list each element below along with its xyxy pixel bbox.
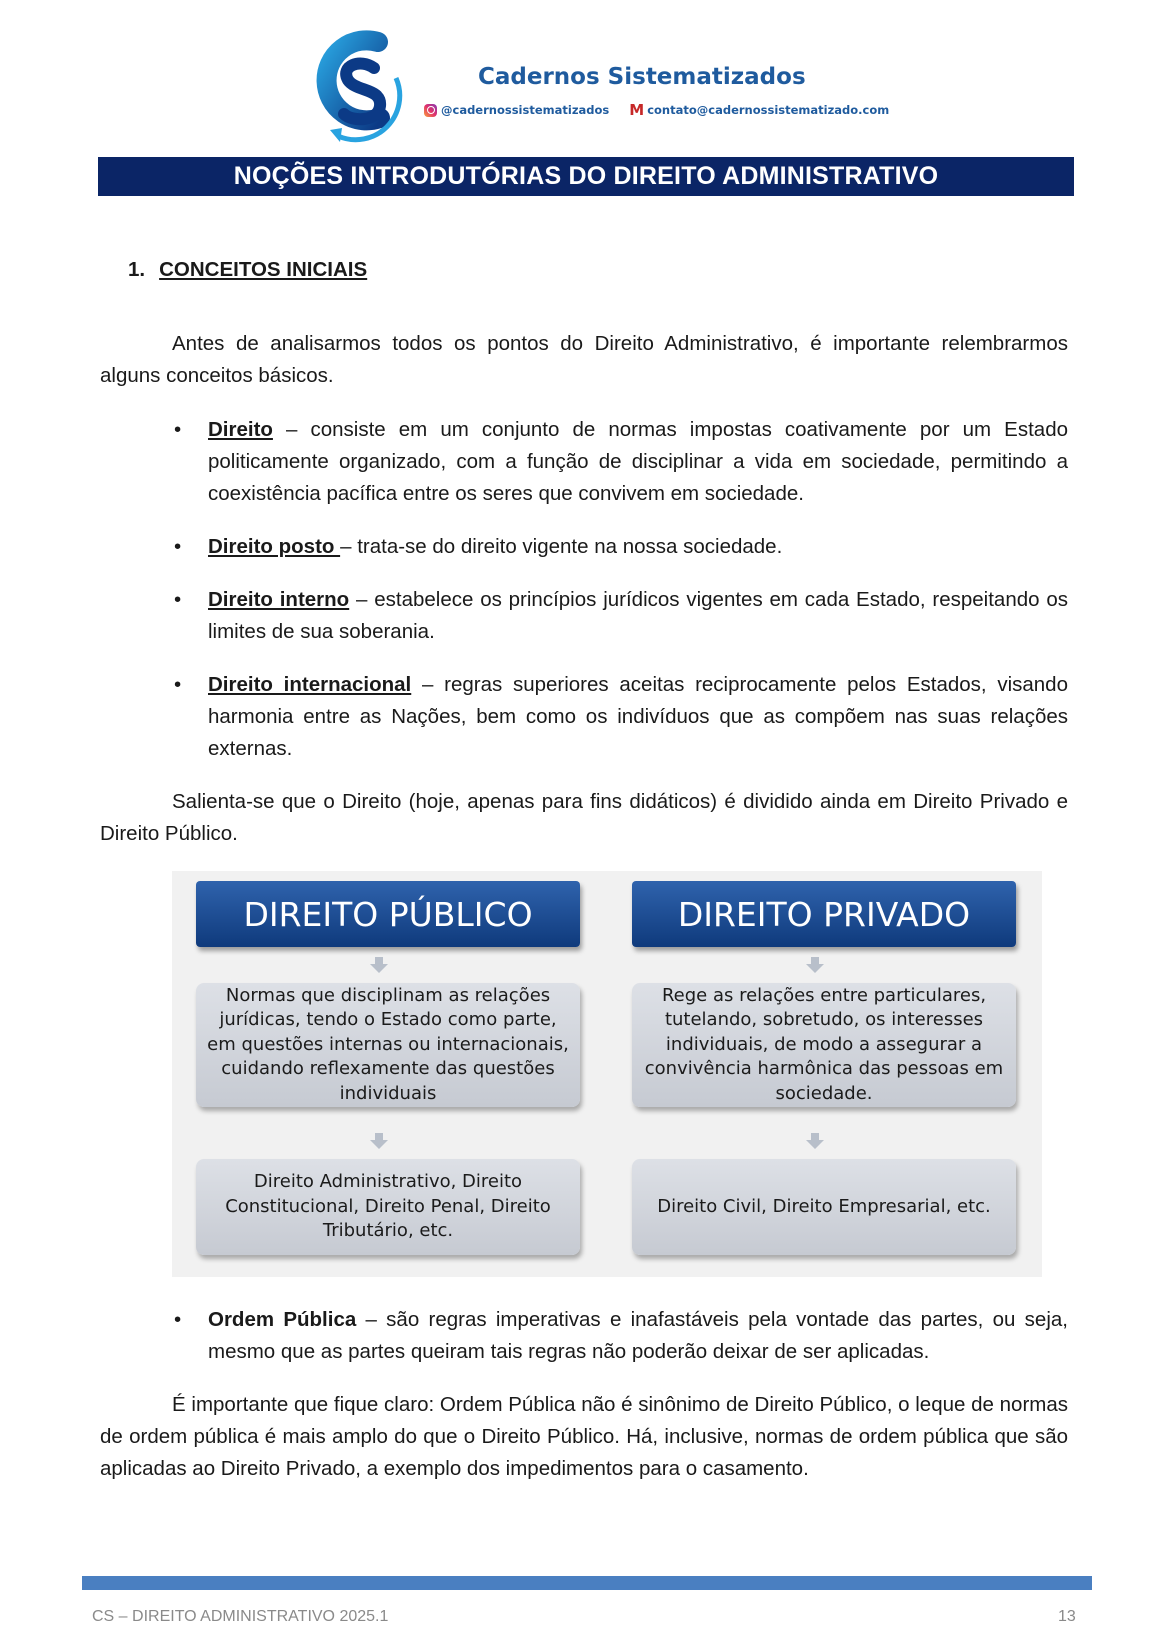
page-number: 13 xyxy=(1058,1608,1076,1625)
bullet-term: Direito internacional xyxy=(208,673,412,696)
mail-icon: M xyxy=(629,101,645,119)
brand-contact-line xyxy=(424,101,889,119)
paragraph-ordem-publica: É importante que fique claro: Ordem Pública não é sinônimo de Direito Público, o leque de normas de ordem pública é mais amplo do que o Direito Público. Há, inclusive, normas de ordem pública que são aplicadas ao Direito Privado, a exemplo dos impedimentos para o casamento. xyxy=(100,1393,1068,1480)
instagram-handle[interactable]: @cadernossistematizados xyxy=(441,103,610,117)
down-arrow-icon xyxy=(370,957,388,973)
diagram-header-publico: DIREITO PÚBLICO xyxy=(196,881,580,947)
bullet-text: – estabelece os princípios jurídicos vigentes em cada Estado, respeitando os limites de sua soberania. xyxy=(208,588,1068,643)
bullet-term: Direito interno xyxy=(208,588,350,611)
bullet-text: – regras superiores aceitas reciprocamente pelos Estados, visando harmonia entre as Nações, bem como os indivíduos que as compõem nas suas relações externas. xyxy=(208,673,1068,760)
bullet-term: Ordem Pública xyxy=(208,1308,357,1331)
down-arrow-icon xyxy=(370,1133,388,1149)
bullet-text: – consiste em um conjunto de normas impostas coativamente por um Estado politicamente organizado, com a função de disciplinar a vida em sociedade, permitindo a coexistência pacífica entre os seres que convivem em sociedade. xyxy=(208,418,1068,505)
page-title: NOÇÕES INTRODUTÓRIAS DO DIREITO ADMINISTRATIVO xyxy=(98,157,1074,196)
diagram-header-privado: DIREITO PRIVADO xyxy=(632,881,1016,947)
bullet-icon: • xyxy=(174,535,182,558)
bullet-icon: • xyxy=(174,418,182,441)
cs-logo-icon xyxy=(300,18,420,146)
instagram-icon xyxy=(424,104,437,117)
diagram-desc-privado xyxy=(632,983,1016,1107)
bullet-icon: • xyxy=(174,673,182,696)
bullet-term: Direito posto xyxy=(208,535,341,558)
diagram-examples-publico xyxy=(196,1159,580,1255)
diagram-desc-privado-text: Rege as relações entre particulares, tutelando, sobretudo, os interesses individuais, de modo a assegurar a convivência harmônica das pessoas em sociedade. xyxy=(644,984,1004,1104)
footer-divider xyxy=(82,1576,1092,1590)
footer-course-label: CS – DIREITO ADMINISTRATIVO 2025.1 xyxy=(92,1608,389,1625)
down-arrow-icon xyxy=(806,1133,824,1149)
brand-name: Cadernos Sistematizados xyxy=(478,64,806,90)
diagram-examples-privado-text: Direito Civil, Direito Empresarial, etc. xyxy=(657,1195,991,1217)
section-number: 1. xyxy=(128,258,146,281)
bullet-text: – são regras imperativas e inafastáveis pela vontade das partes, ou seja, mesmo que as partes queiram tais regras não poderão deixar de ser aplicadas. xyxy=(208,1308,1068,1363)
logo xyxy=(300,18,420,146)
diagram-examples-privado xyxy=(632,1159,1016,1255)
down-arrow-icon xyxy=(806,957,824,973)
diagram-examples-publico-text: Direito Administrativo, Direito Constitucional, Direito Penal, Direito Tributário, etc. xyxy=(225,1171,551,1242)
bullet-term: Direito xyxy=(208,418,273,441)
diagram-desc-publico-text: Normas que disciplinam as relações jurídicas, tendo o Estado como parte, em questões internas ou internacionais, cuidando reflexamente das questões individuais xyxy=(207,984,569,1104)
bullet-icon: • xyxy=(174,588,182,611)
section-heading xyxy=(128,258,367,282)
bullet-icon: • xyxy=(174,1308,182,1331)
diagram-desc-publico xyxy=(196,983,580,1107)
section-title: CONCEITOS INICIAIS xyxy=(159,258,368,281)
contact-email[interactable]: contato@cadernossistematizado.com xyxy=(647,103,890,117)
bullet-text: – trata-se do direito vigente na nossa sociedade. xyxy=(340,535,783,558)
direito-diagram xyxy=(172,871,1042,1277)
paragraph-division: Salienta-se que o Direito (hoje, apenas para fins didáticos) é dividido ainda em Direito Privado e Direito Público. xyxy=(100,790,1068,845)
intro-paragraph: Antes de analisarmos todos os pontos do Direito Administrativo, é importante relembrarmos alguns conceitos básicos. xyxy=(100,332,1068,387)
